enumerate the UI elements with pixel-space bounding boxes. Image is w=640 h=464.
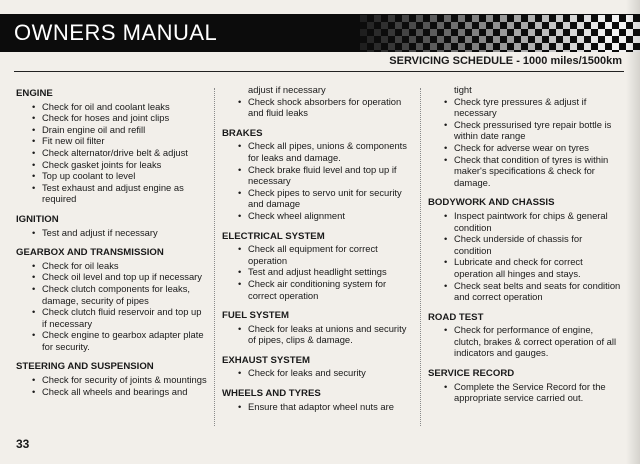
bullet-icon: •	[32, 146, 36, 158]
checklist-item	[428, 233, 622, 256]
bullet-icon: •	[32, 181, 36, 193]
item-text: Check pipes to servo unit for security and damage	[248, 186, 402, 210]
item-text: Check shock absorbers for operation and fluid leaks	[248, 95, 402, 119]
bullet-icon: •	[32, 135, 36, 147]
checklist-item	[222, 164, 414, 187]
checklist-item	[222, 266, 414, 278]
column-divider	[420, 88, 421, 426]
item-text: Check for adverse wear on tyres	[454, 141, 589, 153]
checklist	[428, 210, 622, 303]
checklist-item	[222, 210, 414, 222]
checklist-item	[16, 135, 208, 147]
item-text: Check that condition of tyres is within maker's specifications & check for damage.	[454, 153, 609, 188]
bullet-icon: •	[444, 141, 448, 153]
checklist	[222, 401, 414, 413]
column-2	[222, 84, 414, 421]
item-text: Fit new oil filter	[42, 135, 105, 147]
bullet-icon: •	[32, 374, 36, 386]
item-text: Check engine to gearbox adapter plate for security.	[42, 329, 204, 352]
item-text: Top up coolant to level	[42, 170, 136, 182]
bullet-icon: •	[32, 100, 36, 112]
checklist	[428, 324, 622, 359]
column-1	[16, 88, 208, 406]
checklist	[16, 260, 208, 353]
item-text: Check for oil leaks	[42, 259, 119, 271]
section	[428, 96, 622, 189]
section	[16, 214, 208, 238]
section	[222, 231, 414, 302]
item-text: Ensure that adaptor wheel nuts are	[248, 400, 394, 412]
item-text: Test and adjust if necessary	[42, 226, 158, 238]
section-heading: EXHAUST SYSTEM	[222, 354, 310, 366]
checklist	[222, 243, 414, 301]
checklist-item	[222, 187, 414, 210]
item-text: Check for security of joints & mountings	[42, 374, 207, 386]
section-heading: ELECTRICAL SYSTEM	[222, 230, 325, 242]
item-text: Check clutch components for leaks, damage, security of pipes	[42, 282, 190, 306]
bullet-icon: •	[32, 112, 36, 124]
checklist-item	[428, 324, 622, 359]
section	[222, 128, 414, 222]
bullet-icon: •	[444, 153, 448, 165]
section-heading: FUEL SYSTEM	[222, 310, 289, 322]
checklist-item	[428, 96, 622, 119]
checklist-item	[428, 280, 622, 303]
bullet-icon: •	[32, 226, 36, 238]
checkered-flag-graphic	[360, 14, 640, 52]
checklist-item	[222, 96, 414, 119]
bullet-icon: •	[238, 266, 242, 278]
bullet-icon: •	[238, 209, 242, 221]
checklist-item	[16, 306, 208, 329]
section-heading: STEERING AND SUSPENSION	[16, 361, 154, 373]
item-text: Test exhaust and adjust engine as required	[42, 181, 184, 205]
item-text: Check for oil and coolant leaks	[42, 100, 170, 112]
item-text: Check air conditioning system for correct operation	[248, 277, 387, 301]
checklist-item	[428, 142, 622, 154]
checklist-item	[16, 271, 208, 283]
bullet-icon: •	[444, 256, 448, 268]
section	[222, 310, 414, 346]
checklist-item	[16, 182, 208, 205]
checklist-item	[16, 170, 208, 182]
bullet-icon: •	[32, 170, 36, 182]
bullet-icon: •	[238, 186, 242, 198]
manual-title: OWNERS MANUAL	[14, 20, 218, 45]
checklist	[16, 227, 208, 239]
item-text: Drain engine oil and refill	[42, 123, 146, 135]
item-text: Inspect paintwork for chips & general condition	[454, 209, 608, 233]
checklist	[222, 367, 414, 379]
item-text: Check for hoses and joint clips	[42, 112, 170, 124]
checklist-item	[16, 124, 208, 136]
section	[428, 368, 622, 404]
checklist-item	[222, 243, 414, 266]
item-text: Check underside of chassis for condition	[454, 233, 583, 256]
checklist-item	[428, 381, 622, 404]
checklist-item	[16, 147, 208, 159]
item-text: Check pressurised tyre repair bottle is within date range	[454, 118, 612, 142]
bullet-icon: •	[444, 95, 448, 107]
section-heading: GEARBOX AND TRANSMISSION	[16, 247, 164, 259]
bullet-icon: •	[444, 209, 448, 221]
bullet-icon: •	[32, 329, 36, 341]
bullet-icon: •	[32, 123, 36, 135]
bullet-icon: •	[32, 271, 36, 283]
schedule-title: SERVICING SCHEDULE - 1000 miles/1500km	[389, 55, 622, 67]
checklist-item	[16, 283, 208, 306]
continued-text: tight	[454, 84, 472, 95]
bullet-icon: •	[444, 118, 448, 130]
page-shadow	[626, 0, 640, 464]
bullet-icon: •	[32, 306, 36, 318]
checklist-item	[16, 386, 208, 398]
section-heading: ENGINE	[16, 88, 53, 99]
checklist-item	[16, 227, 208, 239]
checklist-item	[428, 154, 622, 189]
bullet-icon: •	[238, 140, 242, 152]
item-text: Check clutch fluid reservoir and top up if necessary	[42, 306, 202, 329]
checklist-item	[222, 323, 414, 346]
item-text: Check all pipes, unions & components for leaks and damage.	[248, 140, 407, 163]
item-text: Check gasket joints for leaks	[42, 158, 162, 170]
item-text: Check for performance of engine, clutch, brakes & correct operation of all indicators and gauges.	[454, 324, 617, 359]
item-text: Check alternator/drive belt & adjust	[42, 146, 188, 158]
item-text: Check seat belts and seats for condition and correct operation	[454, 279, 621, 303]
item-text: Check wheel alignment	[248, 209, 345, 221]
checklist-item	[16, 159, 208, 171]
section-heading: IGNITION	[16, 213, 59, 225]
section	[16, 88, 208, 205]
checklist-item	[16, 260, 208, 272]
section	[222, 96, 414, 119]
checklist	[428, 96, 622, 189]
bullet-icon: •	[444, 279, 448, 291]
continued-text: adjust if necessary	[248, 84, 326, 95]
checklist	[222, 140, 414, 221]
column-3	[428, 84, 622, 413]
item-text: Check oil level and top up if necessary	[42, 271, 202, 283]
checklist-item	[428, 119, 622, 142]
item-text: Complete the Service Record for the appropriate service carried out.	[454, 380, 606, 404]
bullet-icon: •	[444, 233, 448, 245]
checklist-item	[428, 210, 622, 233]
header-rule	[14, 71, 624, 72]
bullet-icon: •	[444, 324, 448, 336]
checklist	[222, 323, 414, 346]
bullet-icon: •	[32, 259, 36, 271]
checklist-item	[222, 278, 414, 301]
checklist-item	[16, 112, 208, 124]
bullet-icon: •	[238, 243, 242, 255]
item-text: Check tyre pressures & adjust if necessary	[454, 95, 587, 119]
section	[16, 361, 208, 397]
bullet-icon: •	[32, 385, 36, 397]
section-heading: SERVICE RECORD	[428, 368, 515, 380]
bullet-icon: •	[238, 163, 242, 175]
section-heading: ROAD TEST	[428, 311, 484, 323]
item-text: Check brake fluid level and top up if necessary	[248, 163, 397, 187]
item-text: Check for leaks and security	[248, 367, 366, 379]
section	[428, 197, 622, 302]
bullet-icon: •	[238, 322, 242, 334]
bullet-icon: •	[238, 277, 242, 289]
checklist-item	[16, 329, 208, 352]
checklist-item	[16, 374, 208, 386]
checklist-item	[428, 256, 622, 279]
checklist	[428, 381, 622, 404]
bullet-icon: •	[32, 158, 36, 170]
item-text: Test and adjust headlight settings	[248, 266, 387, 278]
section-heading: BRAKES	[222, 127, 263, 139]
item-text: Lubricate and check for correct operation all hinges and stays.	[454, 256, 583, 279]
checklist-item	[222, 401, 414, 413]
item-text: Check for leaks at unions and security of pipes, clips & damage.	[248, 322, 407, 346]
checklist-item	[16, 101, 208, 113]
checklist	[16, 374, 208, 397]
bullet-icon: •	[238, 400, 242, 412]
section-heading: BODYWORK AND CHASSIS	[428, 197, 555, 209]
checklist-item	[222, 140, 414, 163]
bullet-icon: •	[444, 380, 448, 392]
item-text: Check all equipment for correct operation	[248, 243, 378, 266]
section	[222, 388, 414, 412]
section	[16, 247, 208, 352]
column-divider	[214, 88, 215, 426]
item-text: Check all wheels and bearings and	[42, 385, 188, 397]
page-number: 33	[16, 437, 30, 451]
title-banner	[0, 14, 640, 52]
bullet-icon: •	[238, 367, 242, 379]
checklist	[16, 101, 208, 205]
section	[428, 312, 622, 359]
bullet-icon: •	[32, 282, 36, 294]
section	[222, 355, 414, 379]
section-heading: WHEELS AND TYRES	[222, 388, 321, 400]
checklist	[222, 96, 414, 119]
checklist-item	[222, 367, 414, 379]
bullet-icon: •	[238, 95, 242, 107]
